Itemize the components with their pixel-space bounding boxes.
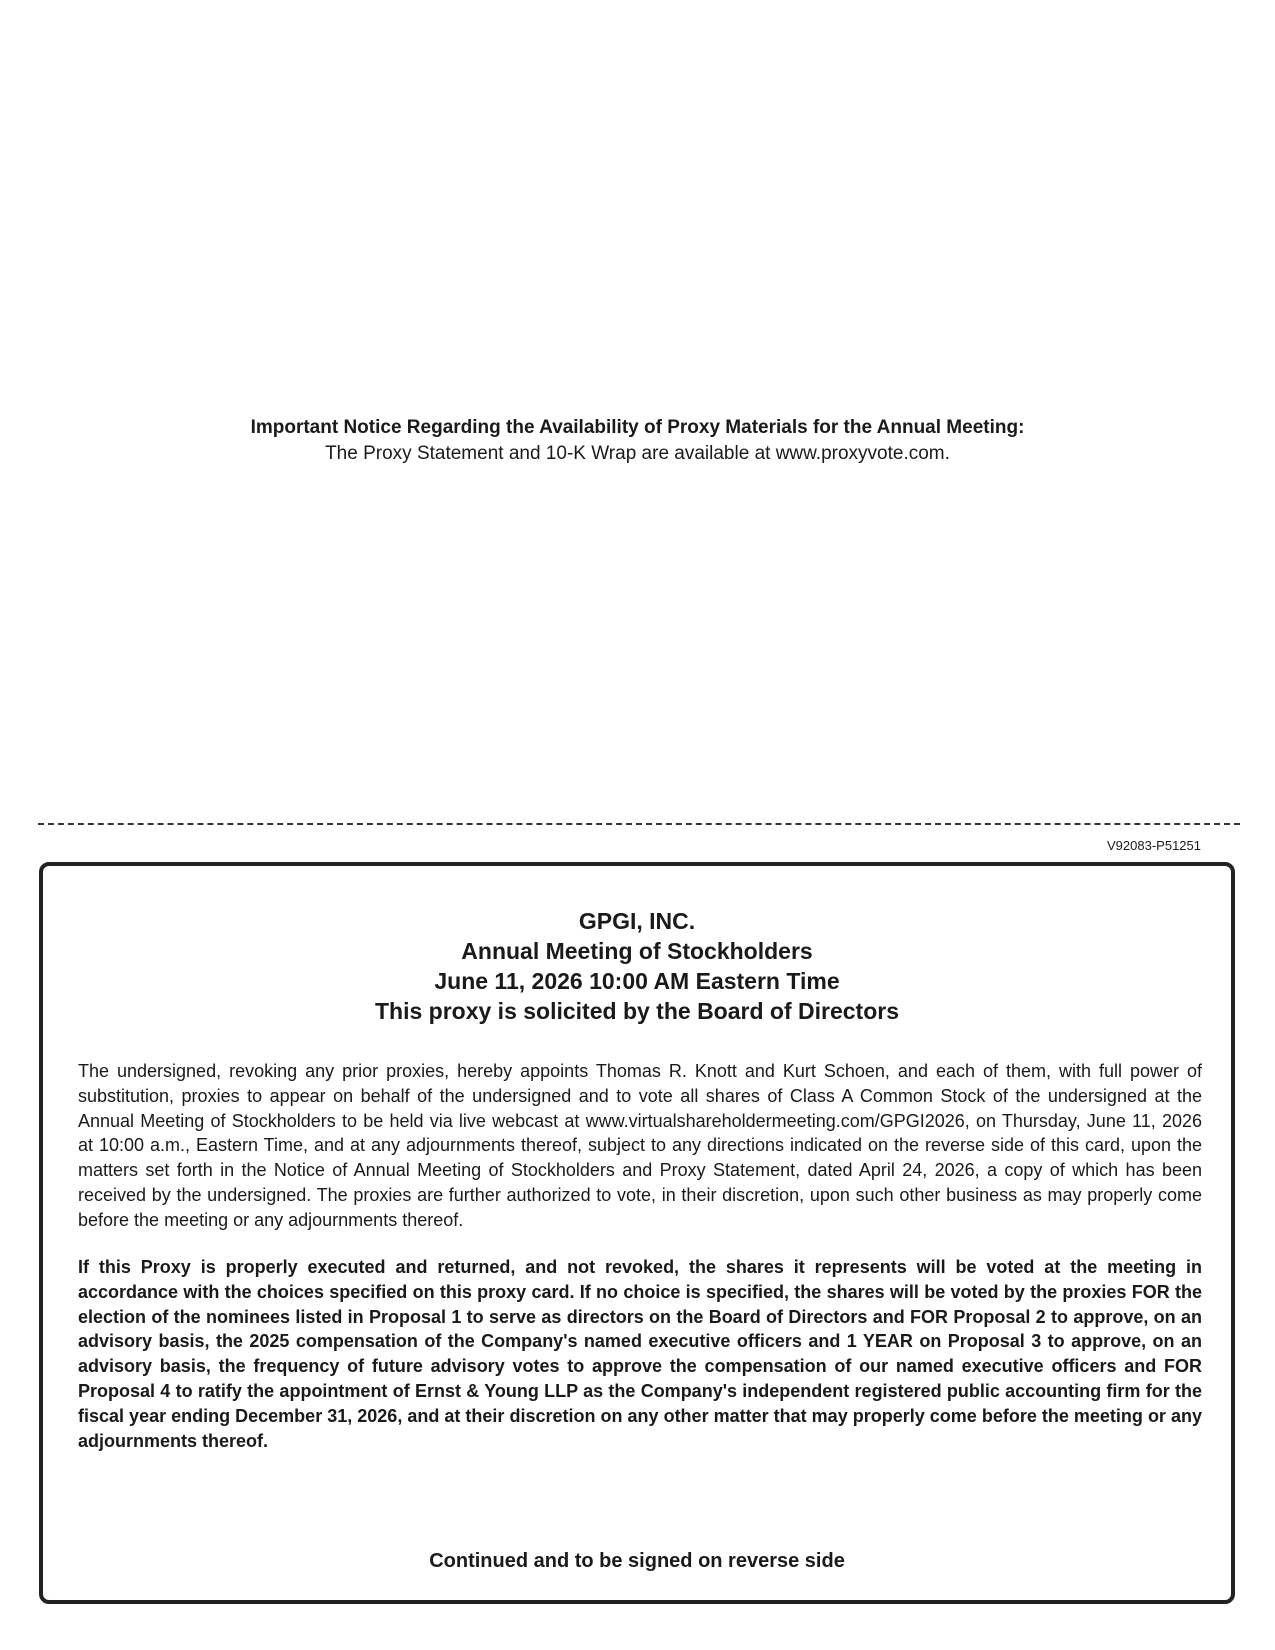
card-header: [43, 906, 1231, 1026]
meeting-title: Annual Meeting of Stockholders: [461, 938, 813, 964]
detach-cut-line: [38, 823, 1240, 825]
continued-footer: Continued and to be signed on reverse side: [429, 1550, 845, 1572]
control-code: V92083-P51251: [1107, 838, 1201, 853]
notice-heading: Important Notice Regarding the Availability of Proxy Materials for the Annual Meeting:: [250, 417, 1025, 438]
proxy-card: [39, 862, 1235, 1604]
notice-body: The Proxy Statement and 10-K Wrap are available at www.proxyvote.com.: [325, 443, 950, 464]
appointment-paragraph: The undersigned, revoking any prior proxies, hereby appoints Thomas R. Knott and Kurt Schoen, and each of them, with full power of substitution, proxies to appear on behalf of the undersigned and to vote all shares of Class A Common Stock of the undersigned at the Annual Meeting of Stockholders to be held via live webcast at www.virtualshareholdermeeting.com/GPGI2026, on Thursday, June 11, 2026 at 10:00 a.m., Eastern Time, and at any adjournments thereof, subject to any directions indicated on the reverse side of this card, upon the matters set forth in the Notice of Annual Meeting of Stockholders and Proxy Statement, dated April 24, 2026, a copy of which has been received by the undersigned. The proxies are further authorized to vote, in their discretion, upon such other business as may properly come before the meeting or any adjournments thereof.: [78, 1061, 1202, 1230]
meeting-datetime: June 11, 2026 10:00 AM Eastern Time: [434, 968, 840, 994]
company-name: GPGI, INC.: [578, 908, 696, 934]
solicitation-statement: This proxy is solicited by the Board of Directors: [374, 998, 899, 1024]
availability-notice: [0, 415, 1275, 467]
voting-instructions-paragraph: If this Proxy is properly executed and returned, and not revoked, the shares it represents will be voted at the meeting in accordance with the choices specified on this proxy card. If no choice is specified, the shares will be voted by the proxies FOR the election of the nominees listed in Proposal 1 to serve as directors on the Board of Directors and FOR Proposal 2 to approve, on an advisory basis, the 2025 compensation of the Company's named executive officers and 1 YEAR on Proposal 3 to approve, on an advisory basis, the frequency of future advisory votes to approve the compensation of our named executive officers and FOR Proposal 4 to ratify the appointment of Ernst & Young LLP as the Company's independent registered public accounting firm for the fiscal year ending December 31, 2026, and at their discretion on any other matter that may properly come before the meeting or any adjournments thereof.: [78, 1257, 1202, 1451]
